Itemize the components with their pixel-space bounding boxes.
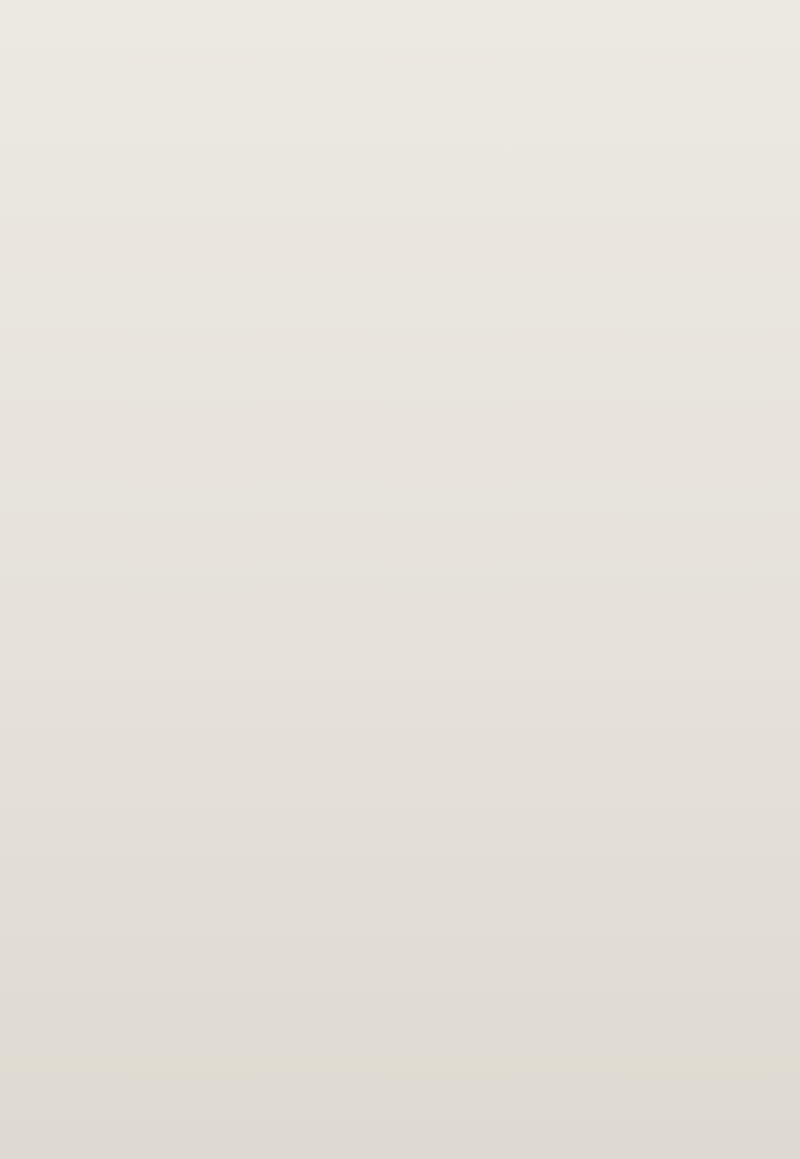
top-text-section [116, 52, 788, 582]
bottom-text-section [140, 608, 788, 1148]
